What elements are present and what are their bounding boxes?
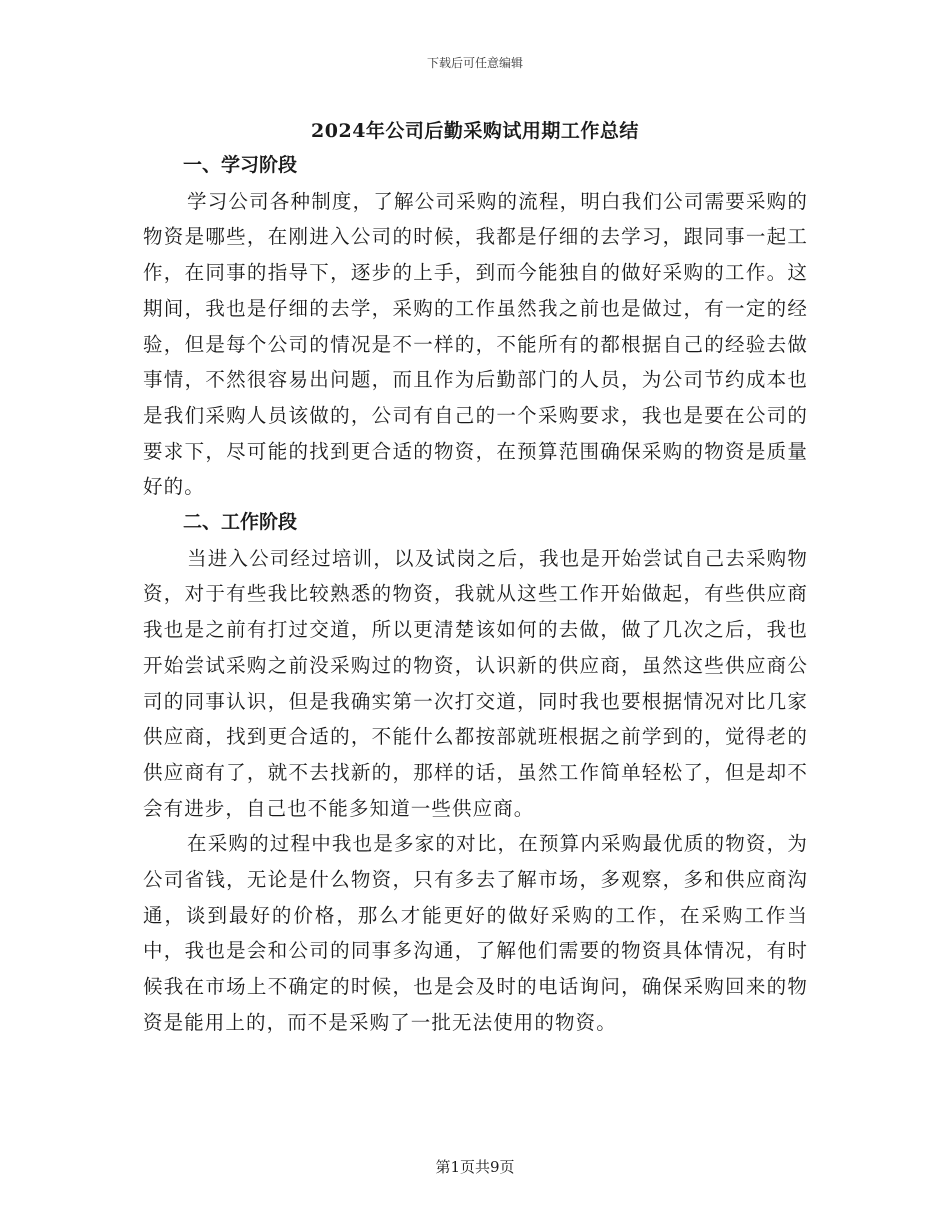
page-footer: 第1页共9页 <box>435 1158 515 1176</box>
document-title: 2024年公司后勤采购试用期工作总结 <box>311 120 639 142</box>
paragraph-work-1: 当进入公司经过培训，以及试岗之后，我也是开始尝试自己去采购物资，对于有些我比较熟悉的物资，我就从这些工作开始做起，有些供应商我也是之前有打过交道，所以更清楚该如何的去做，做了几次之后，我也开始尝试采购之前没采购过的物资，认识新的供应商，虽然这些供应商公司的同事认识，但是我确实第一次打交道，同时我也要根据情况对比几家供应商，找到更合适的，不能什么都按部就班根据之前学到的，觉得老的供应商有了，就不去找新的，那样的话，虽然工作简单轻松了，但是却不会有进步，自己也不能多知道一些供应商。 <box>143 546 808 820</box>
paragraph-work-2: 在采购的过程中我也是多家的对比，在预算内采购最优质的物资，为公司省钱，无论是什么物资，只有多去了解市场，多观察，多和供应商沟通，谈到最好的价格，那么才能更好的做好采购的工作，在采购工作当中，我也是会和公司的同事多沟通，了解他们需要的物资具体情况，有时候我在市场上不确定的时候，也是会及时的电话询问，确保采购回来的物资是能用上的，而不是采购了一批无法使用的物资。 <box>143 832 808 1034</box>
paragraph-study-1: 学习公司各种制度，了解公司采购的流程，明白我们公司需要采购的物资是哪些，在刚进入公司的时候，我都是仔细的去学习，跟同事一起工作，在同事的指导下，逐步的上手，到而今能独自的做好采购的工作。这期间，我也是仔细的去学，采购的工作虽然我之前也是做过，有一定的经验，但是每个公司的情况是不一样的，不能所有的都根据自己的经验去做事情，不然很容易出问题，而且作为后勤部门的人员，为公司节约成本也是我们采购人员该做的，公司有自己的一个采购要求，我也是要在公司的要求下，尽可能的找到更合适的物资，在预算范围确保采购的物资是质量好的。 <box>143 189 808 499</box>
document-body <box>143 148 808 1041</box>
section-heading-study: 一、学习阶段 <box>183 154 298 176</box>
section-heading-work: 二、工作阶段 <box>183 511 298 534</box>
header-note: 下载后可任意编辑 <box>426 56 523 70</box>
